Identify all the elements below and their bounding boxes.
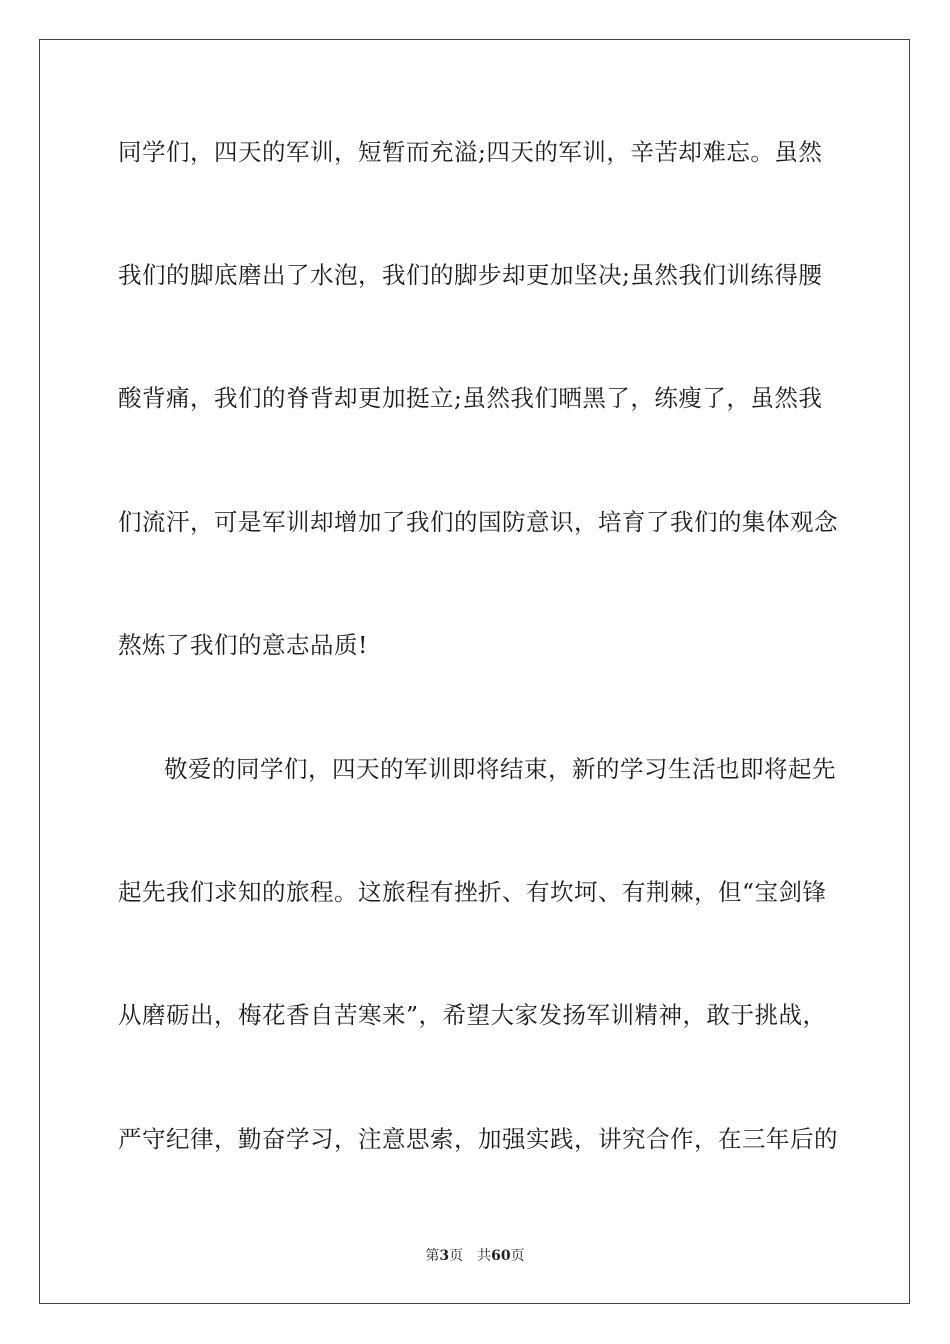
body-line-7: 起先我们求知的旅程。这旅程有挫折、有坎坷、有荆棘，但“宝剑锋 <box>118 878 827 906</box>
total-prefix: 共 <box>477 1248 492 1264</box>
body-line-2: 我们的脚底磨出了水泡，我们的脚步却更加坚决;虽然我们训练得腰 <box>118 261 823 289</box>
page-number: 3 <box>439 1248 450 1264</box>
page-prefix: 第 <box>425 1248 440 1264</box>
body-line-1: 同学们，四天的军训，短暂而充溢;四天的军训，辛苦却难忘。虽然 <box>118 138 823 166</box>
body-line-3: 酸背痛，我们的脊背却更加挺立;虽然我们晒黑了，练瘦了，虽然我 <box>118 384 823 412</box>
body-line-5: 熬炼了我们的意志品质! <box>118 631 368 659</box>
body-line-6: 敬爱的同学们，四天的军训即将结束，新的学习生活也即将起先 <box>164 755 836 783</box>
body-line-4: 们流汗，可是军训却增加了我们的国防意识，培育了我们的集体观念 <box>118 508 838 536</box>
total-suffix: 页 <box>510 1248 525 1264</box>
page-footer <box>0 1247 950 1265</box>
body-line-9: 严守纪律，勤奋学习，注意思索，加强实践，讲究合作，在三年后的 <box>118 1125 838 1153</box>
page-suffix: 页 <box>449 1248 464 1264</box>
total-pages: 60 <box>491 1248 511 1264</box>
body-line-8: 从磨砺出，梅花香自苦寒来”，希望大家发扬军训精神，敢于挑战， <box>118 1001 827 1029</box>
page-border <box>39 39 910 1304</box>
